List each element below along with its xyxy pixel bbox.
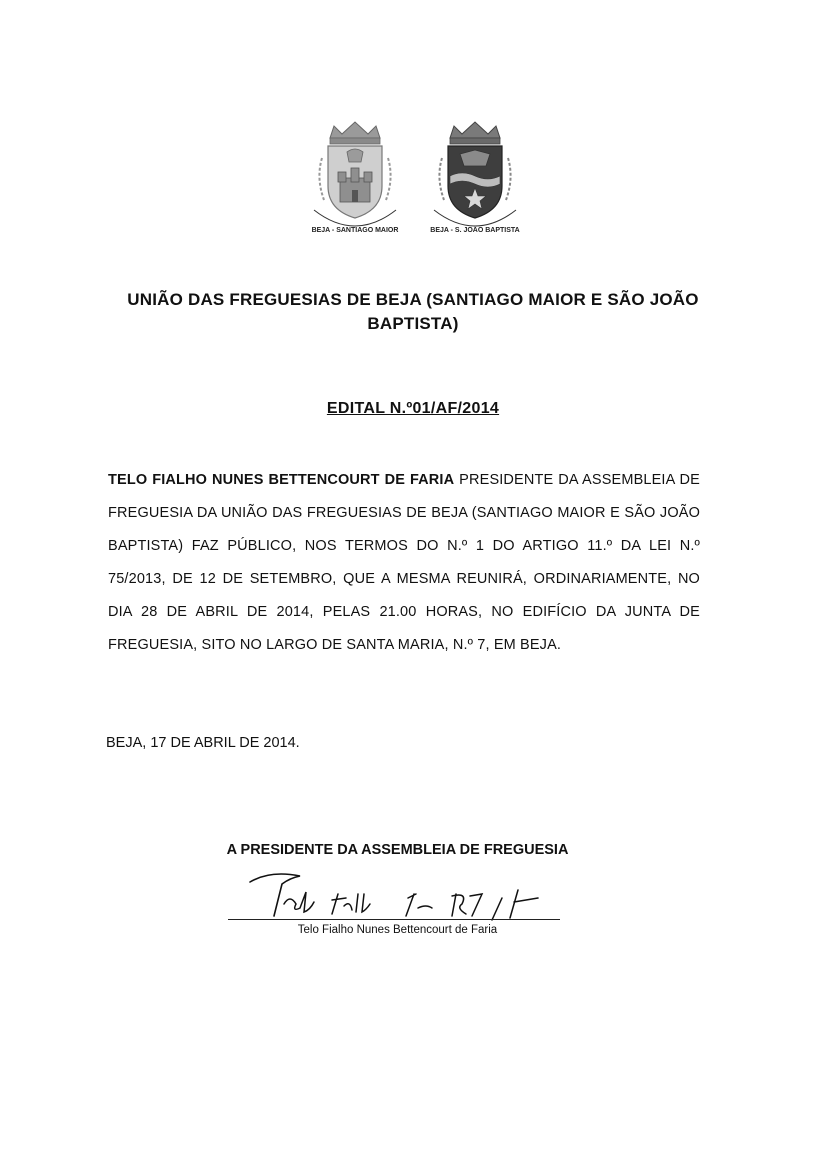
- crest-santiago-maior-icon: [300, 118, 410, 243]
- signature-title: A PRESIDENTE DA ASSEMBLEIA DE FREGUESIA: [226, 842, 569, 858]
- crest-sao-joao-baptista: [420, 118, 530, 243]
- crests-header: [300, 118, 530, 243]
- place-date: BEJA, 17 DE ABRIL DE 2014.: [106, 735, 300, 751]
- edital-body-text: PRESIDENTE DA ASSEMBLEIA DE FREGUESIA DA UNIÃO DAS FREGUESIAS DE BEJA (SANTIAGO MAIOR E SÃO JOÃO BAPTISTA) FAZ PÚBLICO, NOS TERMOS DO N.º 1 DO ARTIGO 11.º DA LEI N.º 75/2013, DE 12 DE SETEMBRO, QUE A MESMA REUNIRÁ, ORDINARIAMENTE, NO DIA 28 DE ABRIL DE 2014, PELAS 21.00 HORAS, NO EDIFÍCIO DA JUNTA DE FREGUESIA, SITO NO LARGO DE SANTA MARIA, N.º 7, EM BEJA.: [108, 472, 701, 653]
- signature-line: [228, 919, 560, 920]
- signatory-printed-name: Telo Fialho Nunes Bettencourt de Faria: [297, 924, 498, 936]
- edital-number: EDITAL N.º01/AF/2014: [326, 400, 500, 417]
- president-name: TELO FIALHO NUNES BETTENCOURT DE FARIA: [108, 472, 455, 488]
- signature-block: [200, 842, 595, 952]
- edital-body: [108, 464, 700, 662]
- svg-text:BEJA - SANTIAGO MAIOR: BEJA - SANTIAGO MAIOR: [311, 227, 399, 234]
- handwritten-signature: [220, 864, 570, 924]
- organization-title: UNIÃO DAS FREGUESIAS DE BEJA (SANTIAGO MAIOR E SÃO JOÃO BAPTISTA): [127, 290, 699, 333]
- crest-santiago-maior: [300, 118, 410, 243]
- svg-text:BEJA - S. JOÃO BAPTISTA: BEJA - S. JOÃO BAPTISTA: [430, 227, 520, 234]
- crest-sao-joao-baptista-icon: [420, 118, 530, 243]
